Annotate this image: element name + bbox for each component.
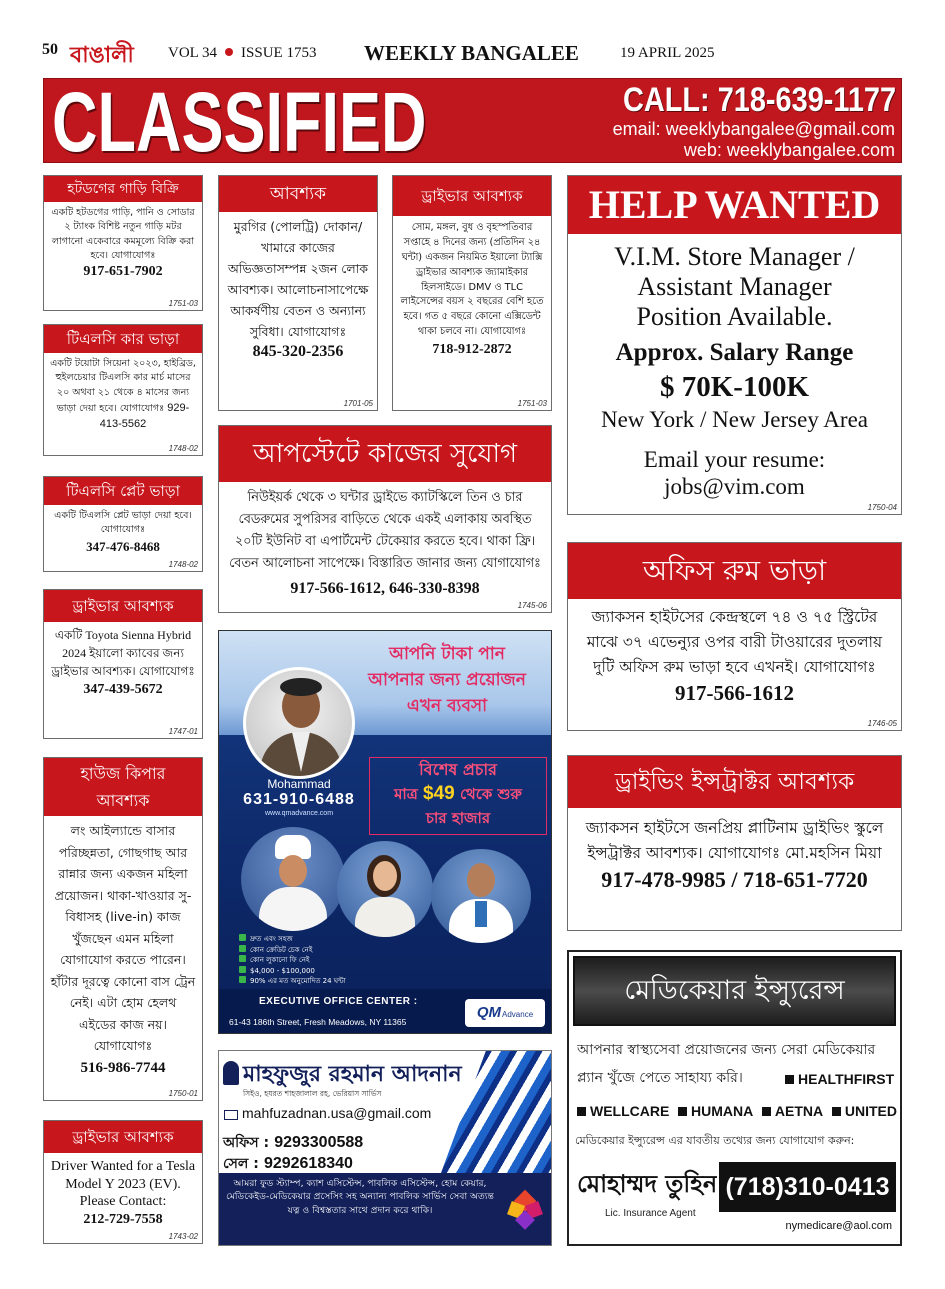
ad-driving-instructor <box>567 755 902 931</box>
ad-heading: ড্রাইভার আবশ্যক <box>393 176 551 216</box>
ad-body: লং আইল্যান্ডে বাসার পরিচ্ছন্নতা, গোছগাছ আর রান্নার জন্য একজন মহিলা প্রয়োজন। থাকা-খাওয়ার সু-বিধাসহ (live-in) কাজ খুঁজছেন এমন মহিলা যোগাযোগ করতে পারেন। হাঁটার দূরত্বে কোনো বাস ট্রেন নেই। এটা হোম হেলথ এইডের কাজ নয়। যোগাযোগঃ <box>50 823 196 1053</box>
benefit-item: $4,000 - $100,000 <box>239 966 439 977</box>
ad-heading: হটডগের গাড়ি বিক্রি <box>44 176 202 202</box>
ad-body: মুরগির (পোলট্রি) দোকান/খামারে কাজের অভিজ্ঞতাসম্পন্ন ২জন লোক আবশ্যক। আলোচনাসাপেক্ষে আকর্ষণীয় বেতন ও অন্যান্য সুবিধা। যোগাযোগঃ <box>227 219 369 339</box>
benefit-item: দ্রুত এবং সহজ <box>239 934 439 945</box>
office-label: EXECUTIVE OFFICE CENTER : <box>259 996 418 1007</box>
promo-suffix: থেকে শুরু <box>459 785 522 803</box>
paper-name: WEEKLY BANGALEE <box>364 41 579 65</box>
ad-phone: 212-729-7558 <box>83 1211 163 1227</box>
ad-body: একটি টিএলসি প্লেট ভাড়া দেয়া হবে। যোগাযোগঃ <box>54 510 192 536</box>
ad-body-block <box>44 505 202 555</box>
qm-logo <box>465 999 545 1027</box>
logo-text: Advance <box>502 1010 534 1019</box>
ad-phone: 917-478-9985 / 718-651-7720 <box>601 867 868 893</box>
headline-line: আপনার জন্য প্রয়োজন <box>368 670 526 690</box>
agent-photo-icon <box>243 667 355 779</box>
promo-title: বিশেষ প্রচার <box>419 760 497 779</box>
headline-line: এখন ব্যবসা <box>406 696 488 716</box>
ad-code: 1701-05 <box>343 399 373 408</box>
banner-web[interactable]: web: weeklybangalee.com <box>683 140 895 160</box>
professional-woman-photo-icon <box>337 841 433 937</box>
mahfuz-email[interactable]: mahfuzadnan.usa@gmail.com <box>242 1105 432 1121</box>
plan-wellcare: WELLCARE <box>577 1100 669 1122</box>
ad-body-block <box>44 202 202 281</box>
ad-body: জ্যাকসন হাইটসের কেন্দ্রস্থলে ৭৪ ও ৭৫ স্ট্রিটের মাঝে ৩৭ এভেন্যুর ওপর বারী টাওয়ারের দুতলায় দুটি অফিস রুম ভাড়া হবে এখনই। যোগাযোগঃ <box>586 608 883 677</box>
plan-united: UNITED <box>832 1100 897 1122</box>
check-icon <box>239 955 246 962</box>
benefit-item: কোন ক্রেডিট চেক নেই <box>239 945 439 956</box>
salary-range: $ 70K-100K <box>659 371 810 403</box>
doctor-photo-icon <box>431 849 531 943</box>
benefit-item: 90% এর মত অনুমোদিত 24 ঘন্টা <box>239 976 439 987</box>
ad-heading: ড্রাইভার আবশ্যক <box>44 1121 202 1153</box>
ad-body-block <box>44 622 202 700</box>
ad-phone: 917-566-1612 <box>675 681 794 706</box>
ad-help-wanted <box>567 175 902 515</box>
ad-code: 1750-04 <box>867 503 897 512</box>
chef-photo-icon <box>241 827 345 931</box>
ad-code: 1751-03 <box>168 299 198 308</box>
ad-heading-line: হাউজ কিপার <box>80 764 166 783</box>
agent-name: Mohammad <box>267 777 331 791</box>
mahfuz-services-ad <box>218 1050 552 1246</box>
resume-email[interactable]: jobs@vim.com <box>664 474 805 499</box>
ad-poultry-workers <box>218 175 378 411</box>
ad-driver-tesla <box>43 1120 203 1244</box>
ad-heading: ড্রাইভিং ইন্সট্রাক্টর আবশ্যক <box>568 756 901 808</box>
separator-dot-icon <box>225 48 233 56</box>
headline-line: আপনি টাকা পান <box>389 644 505 664</box>
ad-body: Driver Wanted for a Tesla Model Y 2023 (EV). Please Contact: <box>50 1159 196 1209</box>
ad-phone: 347-476-8468 <box>86 538 160 554</box>
benefits-list <box>239 934 439 987</box>
issue-info <box>168 45 316 62</box>
promo-box <box>369 757 547 835</box>
ad-heading: টিএলসি প্লেট ভাড়া <box>44 477 202 505</box>
cell-phone-label: সেল : <box>223 1156 259 1172</box>
ad-body-block <box>44 816 202 1079</box>
ad-code: 1743-02 <box>168 1232 198 1241</box>
qm-headline <box>347 641 547 719</box>
medicare-heading: মেডিকেয়ার ইন্স্যুরেন্স <box>573 956 896 1026</box>
ad-body: নিউইয়র্ক থেকে ৩ ঘন্টার ড্রাইভে ক্যাটস্কিলে তিন ও চার বেডরুমের সুপরিসর বাড়িতে থেকে একই এলাকায় অবস্থিত ২০টি ইউনিট বা এপার্টমেন্ট টেকেয়ার করতে হবে। থাকা ফ্রি। বেতন আলোচনা সাপেক্ষে। বিস্তারিত জানার জন্য যোগাযোগঃ <box>229 490 541 571</box>
ad-heading: HELP WANTED <box>568 176 901 234</box>
ad-tlc-plate-rent <box>43 476 203 572</box>
ad-heading: আবশ্যক <box>219 176 377 212</box>
profile-icon <box>223 1061 239 1085</box>
ad-heading: আপস্টেটে কাজের সুযোগ <box>219 426 551 482</box>
tagline-line: প্ল্যান খুঁজে পেতে সাহায্য করি। <box>577 1070 743 1086</box>
issue-date: 19 APRIL 2025 <box>620 45 715 61</box>
ad-tlc-car-rent <box>43 324 203 456</box>
qm-advance-ad <box>218 630 552 1034</box>
masthead <box>0 0 945 75</box>
square-bullet-icon <box>762 1107 771 1116</box>
ad-phone: 718-912-2872 <box>432 342 512 358</box>
ad-heading: ড্রাইভার আবশ্যক <box>44 590 202 622</box>
page-number: 50 <box>42 41 58 58</box>
ad-code: 1748-02 <box>168 444 198 453</box>
services-text: আমরা ফুড স্ট্যাম্প, ক্যাশ এসিস্টেন্স, পাবলিক এসিস্টেন্স, হোম কেয়ার, মেডিকেইড-মেডিকেয়ার প্রসেসিং সহ অন্যান্য পাবলিক সার্ভিস সেবা অত্যন্ত যত্ন ও বিশ্বস্ততার সাথে প্রদান করে থাকি। <box>226 1178 494 1216</box>
ad-body-block <box>219 482 551 603</box>
office-bar <box>219 989 552 1034</box>
ad-body: সোম, মঙ্গল, বুধ ও বৃহস্পতিবার সপ্তাহে ৪ দিনের জন্য (প্রতিদিন ২৪ ঘন্টা) একজন নিয়মিত ইয়ালো ট্যাক্সি ড্রাইভার আবশ্যক জ্যামাইকার হিলসাইডে। DMV ও TLC লাইসেন্সের বয়স ২ বছরের বেশি হতে হবে। গত ৫ বছরে কোনো এক্সিডেন্ট থাকা চলবে না। যোগাযোগঃ <box>400 222 544 338</box>
website[interactable]: www.qmadvance.com <box>264 810 334 817</box>
medicare-phone[interactable]: (718)310-0413 <box>719 1162 896 1212</box>
email-label: Email your resume: <box>643 447 826 472</box>
promo-price-line <box>370 782 546 806</box>
plan-aetna: AETNA <box>762 1100 823 1122</box>
banner-email[interactable]: email: weeklybangalee@gmail.com <box>612 119 895 139</box>
mahfuz-title: সিইও, হযরত শাহজালাল রহ, ভেরিয়াস সার্ভিস <box>243 1089 382 1098</box>
office-phone: 9293300588 <box>274 1134 364 1151</box>
benefit-item: কোন লুকানো ফি নেই <box>239 955 439 966</box>
logo-mark: QM <box>476 1004 502 1021</box>
ad-heading <box>44 758 202 816</box>
ad-body: একটি হটডগের গাড়ি, পানি ও সোডার ২ ট্যাংক বিশিষ্ট নতুন গাড়ি মটর লাগানো একেবারে কমমূল্যে বিক্রি করা হবে। যোগাযোগঃ <box>51 207 195 261</box>
promo-amount: চার হাজার <box>425 809 491 827</box>
banner-call: CALL: 718-639-1177 <box>623 81 897 119</box>
square-bullet-icon <box>832 1107 841 1116</box>
ad-hotdog-cart-sale <box>43 175 203 311</box>
volume: VOL 34 <box>168 45 218 61</box>
plans-row <box>577 1100 897 1122</box>
ad-code: 1751-03 <box>517 399 547 408</box>
ad-body-block <box>568 599 901 706</box>
square-bullet-icon <box>577 1107 586 1116</box>
ad-housekeeper <box>43 757 203 1101</box>
medicare-contact-line: মেডিকেয়ার ইন্স্যুরেন্স এর যাবতীয় তথ্যের জন্য যোগাযোগ করুন: <box>575 1134 855 1147</box>
cell-phone: 9292618340 <box>263 1155 353 1172</box>
classified-banner <box>43 78 902 163</box>
check-icon <box>239 934 246 941</box>
job-area: New York / New Jersey Area <box>600 407 868 432</box>
promo-price: $49 <box>423 783 455 804</box>
mahfuz-name: মাহফুজুর রহমান আদনান <box>243 1062 462 1087</box>
ad-body-block <box>219 212 377 362</box>
ad-code: 1748-02 <box>168 560 198 569</box>
agent-phone: 631-910-6488 <box>243 791 355 808</box>
ad-body-block <box>44 353 202 433</box>
banner-title: CLASSIFIED <box>52 78 427 163</box>
medicare-email[interactable]: nymedicare@aol.com <box>785 1220 892 1232</box>
services-logo-icon <box>505 1185 545 1235</box>
medicare-insurance-ad <box>567 950 902 1246</box>
ad-body-block <box>568 808 901 894</box>
ad-code: 1750-01 <box>168 1089 198 1098</box>
ad-heading-line: আবশ্যক <box>96 791 150 810</box>
ad-code: 1746-05 <box>867 719 897 728</box>
ad-phone: 516-986-7744 <box>80 1059 166 1076</box>
position-line: V.I.M. Store Manager / <box>614 242 855 271</box>
ad-body-block <box>44 1153 202 1229</box>
ad-upstate-job <box>218 425 552 613</box>
ad-phone: 917-566-1612, 646-330-8398 <box>290 580 480 597</box>
square-bullet-icon <box>785 1075 794 1084</box>
ad-phone: 347-439-5672 <box>83 682 163 697</box>
ad-body-block <box>568 234 901 500</box>
tagline-line: আপনার স্বাস্থ্যসেবা প্রয়োজনের জন্য সেরা মেডিকেয়ার <box>577 1042 876 1058</box>
ad-body: একটি Toyota Sienna Hybrid 2024 ইয়ালো ক্যাবের জন্য ড্রাইভার আবশ্যক। যোগাযোগঃ <box>51 628 195 678</box>
position-line: Position Available. <box>636 302 833 331</box>
ad-phone: 845-320-2356 <box>252 343 344 360</box>
ad-driver-sienna <box>43 589 203 739</box>
logo: বাঙালী <box>70 43 134 68</box>
ad-taxi-driver <box>392 175 552 411</box>
services-band <box>219 1173 552 1246</box>
plan-humana: HUMANA <box>678 1100 753 1122</box>
check-icon <box>239 966 246 973</box>
check-icon <box>239 945 246 952</box>
plan-healthfirst: HEALTHFIRST <box>785 1066 894 1092</box>
envelope-icon <box>224 1110 238 1120</box>
square-bullet-icon <box>678 1107 687 1116</box>
ad-office-room-rent <box>567 542 902 731</box>
agent-name: মোহাম্মদ তুহিন <box>577 1170 717 1198</box>
ad-phone: 917-651-7902 <box>83 264 163 279</box>
office-phone-label: অফিস : <box>223 1135 270 1151</box>
ad-phone: 929-413-5562 <box>99 401 190 431</box>
issue-number: ISSUE 1753 <box>241 45 317 61</box>
ad-heading: অফিস রুম ভাড়া <box>568 543 901 599</box>
ad-body: জ্যাকসন হাইটসে জনপ্রিয় প্লাটিনাম ড্রাইভিং স্কুলে ইন্সট্রাক্টর আবশ্যক। যোগাযোগঃ মো.মহসিন মিয়া <box>585 819 884 863</box>
ad-body-block <box>393 216 551 359</box>
banner-contact <box>575 81 895 161</box>
promo-prefix: মাত্র <box>394 785 418 803</box>
check-icon <box>239 976 246 983</box>
ad-body: একটি টয়োটা সিয়েনা ২০২৩, হাইব্রিড, হুইলচেয়ার টিএলসি কার মার্চ মাসের ২০ অথবা ২১ থেকে ৪ মাসের জন্য ভাড়া দেয়া হবে। যোগাযোগঃ <box>50 358 196 414</box>
office-address: 61-43 186th Street, Fresh Meadows, NY 11365 <box>229 1017 407 1027</box>
ad-heading: টিএলসি কার ভাড়া <box>44 325 202 353</box>
agent-title: Lic. Insurance Agent <box>605 1208 696 1219</box>
salary-label: Approx. Salary Range <box>615 339 854 366</box>
ad-code: 1745-06 <box>517 601 547 610</box>
position-line: Assistant Manager <box>637 272 832 301</box>
ad-code: 1747-01 <box>168 727 198 736</box>
